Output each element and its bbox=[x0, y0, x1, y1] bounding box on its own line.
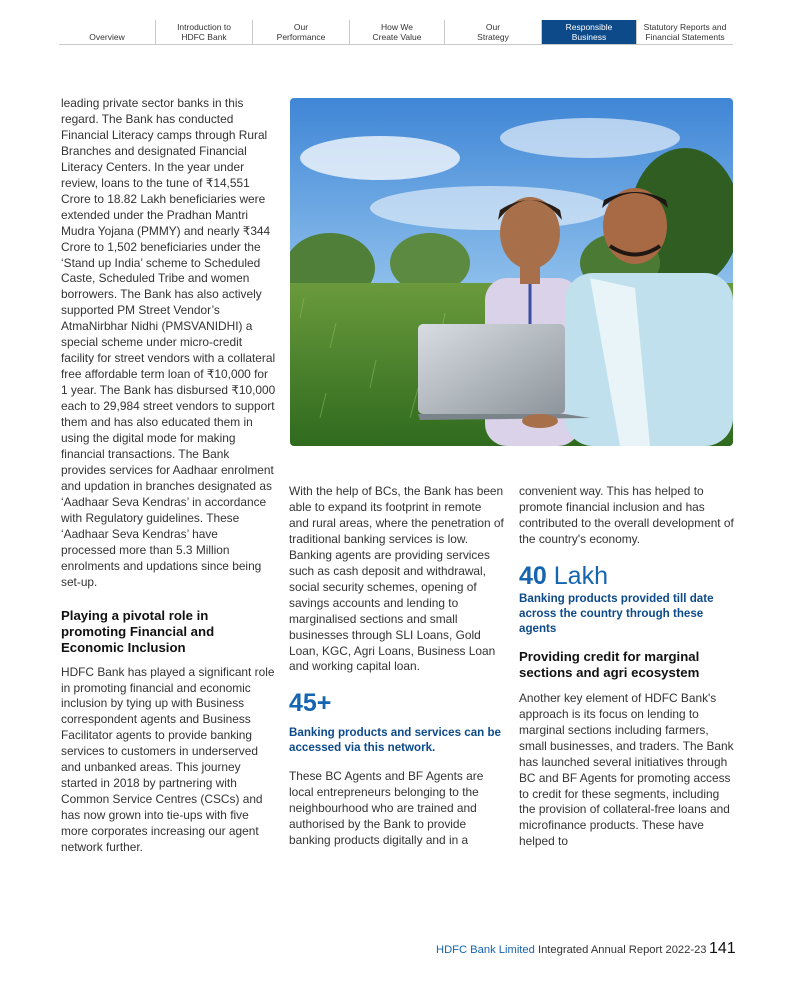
tab-introduction[interactable]: Introduction to HDFC Bank bbox=[156, 20, 253, 44]
body-paragraph: HDFC Bank has played a significant role in promoting financial and economic inclusion by tying up with Business correspondent agents and Business Facilitator agents to provide banking services to customers in underserved and unbanked areas. This journey started in 2018 by partnering with Common Service Centres (CSCs) and has now grown into tie-ups with five more corporates increasing our agent network further. bbox=[61, 664, 275, 855]
stat-value: 45+ bbox=[289, 689, 332, 718]
stat-number: 40 bbox=[519, 561, 547, 590]
footer-brand: HDFC Bank Limited bbox=[436, 944, 535, 956]
tab-overview[interactable]: Overview bbox=[59, 20, 156, 44]
stat-caption: Banking products provided till date across the country through these agents bbox=[519, 591, 714, 635]
section-nav bbox=[59, 20, 733, 45]
section-heading: Playing a pivotal role in promoting Financial and Economic Inclusion bbox=[61, 607, 215, 655]
stat-40-lakh bbox=[519, 562, 734, 590]
tab-statutory-reports[interactable]: Statutory Reports and Financial Statements bbox=[643, 22, 727, 42]
body-paragraph: With the help of BCs, the Bank has been able to expand its footprint in remote and rural areas, where the penetration of traditional banking services is low. Banking agents are providing services such as cash deposit and withdrawal, social security schemes, opening of savings accounts and lending to marginalised sections and small businesses through SLI Loans, Gold Loan, KGC, Agri Loans, Business Loan and working capital loan. bbox=[289, 484, 504, 674]
photo-illustration bbox=[290, 98, 733, 446]
tab-value-creation[interactable]: How We Create Value bbox=[350, 20, 445, 44]
column-right bbox=[519, 484, 734, 850]
footer-report: Integrated Annual Report 2022-23 bbox=[537, 944, 707, 956]
body-paragraph: leading private sector banks in this regard. The Bank has conducted Financial Literacy camps through Rural Branches and designated Financial Literacy Centers. In the year under review, loans to the tune of ₹14,551 Crore to 18.82 Lakh beneficiaries were extended under the Pradhan Mantri Mudra Yojana (PMMY) and nearly ₹344 Crore to 1,502 beneficiaries under the ‘Stand up India’ scheme to Scheduled Caste, Scheduled Tribe and women borrowers. The Bank has also actively supported PM Street Vendor’s AtmaNirbhar Nidhi (PMSVANIDHI) a special scheme under micro-credit facility for street vendors with a collateral free affordable term loan of ₹10,000 for 1 year. The Bank has disbursed ₹10,000 each to 29,984 street vendors to support them and has also educated them in using the digital mode for making financial transactions. The Bank provides services for Aadhaar enrolment and updation in branches designated as ‘Aadhaar Seva Kendras’ in accordance with Regulatory guidelines. These ‘Aadhaar Seva Kendras’ have processed more than 5.3 Million enrolments and updations since being set-up. bbox=[61, 96, 276, 589]
column-middle bbox=[289, 484, 504, 849]
banking-agents-photo bbox=[290, 98, 733, 446]
body-paragraph: convenient way. This has helped to promote financial inclusion and has contributed to the overall development of the country's economy. bbox=[519, 484, 734, 546]
stat-caption: Banking products and services can be accessed via this network. bbox=[289, 726, 501, 755]
section-heading: Providing credit for marginal sections and agri ecosystem bbox=[519, 648, 700, 680]
page-number: 141 bbox=[709, 940, 736, 957]
stat-45-plus bbox=[289, 689, 504, 717]
stat-unit: Lakh bbox=[553, 561, 608, 590]
column-left bbox=[61, 96, 276, 856]
tab-performance[interactable]: Our Performance bbox=[253, 20, 350, 44]
body-paragraph: Another key element of HDFC Bank's approach is its focus on lending to marginal sections including farmers, small businesses, and traders. The Bank has launched several initiatives through BC and BF Agents for promoting access to credit for these segments, including the provision of collateral-free loans and microfinance products. These have helped to bbox=[519, 690, 734, 849]
footer-report-title bbox=[436, 944, 707, 956]
tab-responsible-business[interactable]: Responsible Business bbox=[542, 20, 637, 44]
tab-strategy[interactable]: Our Strategy bbox=[445, 20, 542, 44]
body-paragraph: These BC Agents and BF Agents are local entrepreneurs belonging to the neighbourhood who are trained and authorised by the Bank to provide banking products digitally and in a bbox=[289, 769, 484, 848]
